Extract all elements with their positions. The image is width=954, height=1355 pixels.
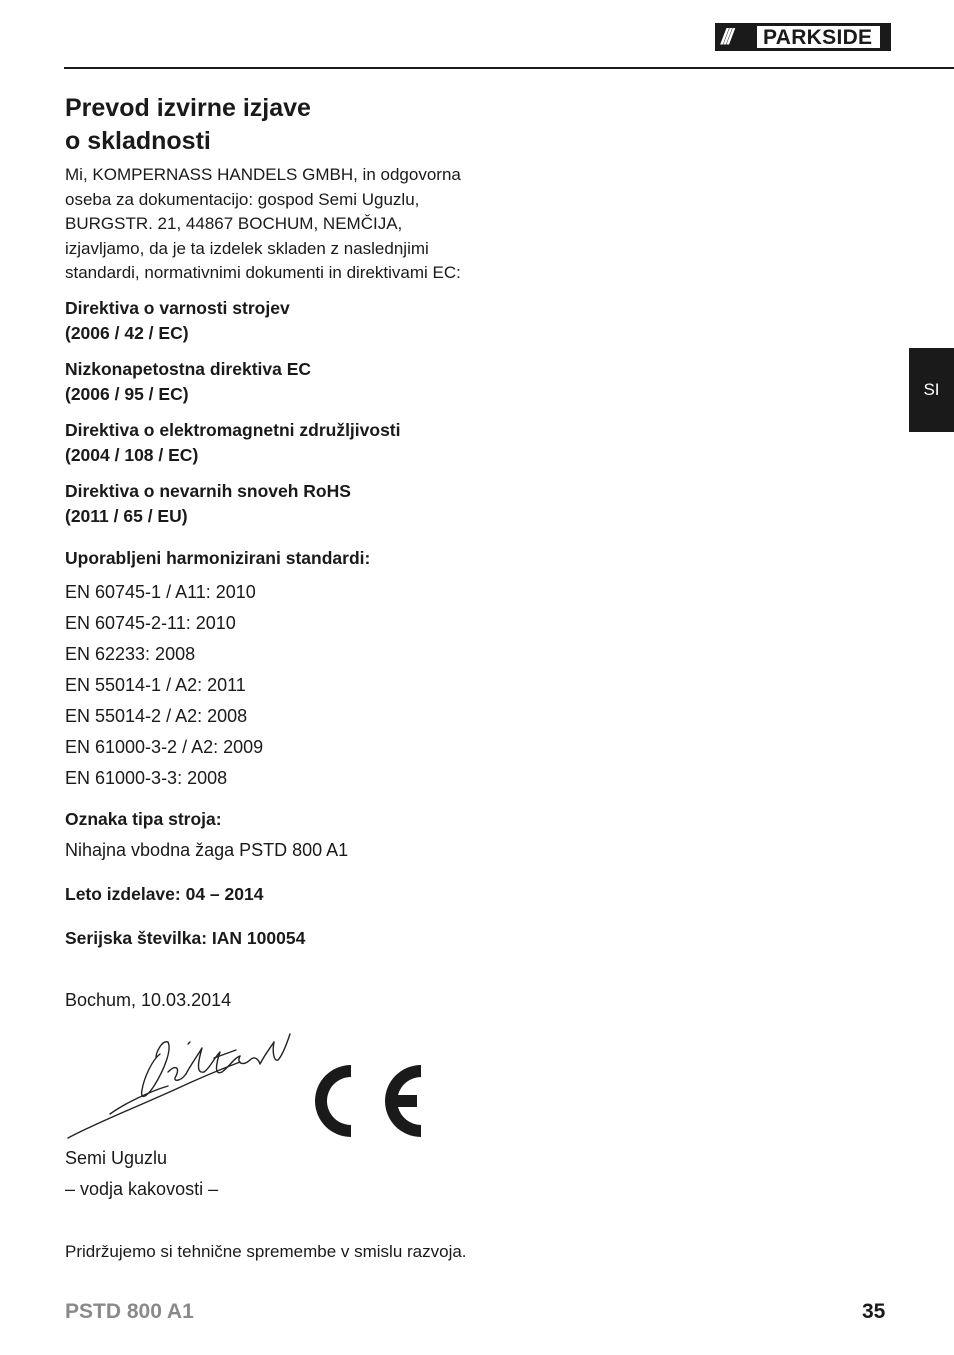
directive-name: Direktiva o nevarnih snoveh RoHS	[65, 480, 351, 501]
header-rule	[64, 67, 954, 69]
language-tab-label: SI	[923, 380, 940, 399]
standard-item: EN 60745-2-11: 2010	[65, 612, 236, 633]
parkside-logo	[715, 23, 891, 51]
title-line-2: o skladnosti	[65, 127, 211, 155]
directive-code: (2006 / 42 / EC)	[65, 322, 189, 343]
machine-type-heading: Oznaka tipa stroja:	[65, 808, 222, 829]
place-date: Bochum, 10.03.2014	[65, 989, 232, 1010]
serial-number: Serijska številka: IAN 100054	[65, 927, 306, 948]
standards-heading: Uporabljeni harmonizirani standardi:	[65, 547, 371, 568]
standard-item: EN 60745-1 / A11: 2010	[65, 581, 256, 602]
directive-name: Direktiva o varnosti strojev	[65, 297, 290, 318]
declaration-content	[65, 92, 485, 1013]
year-of-manufacture: Leto izdelave: 04 – 2014	[65, 883, 264, 904]
standard-item: EN 55014-1 / A2: 2011	[65, 674, 246, 695]
logo-slashes: ///	[721, 24, 731, 49]
standard-item: EN 61000-3-3: 2008	[65, 767, 228, 788]
standard-item: EN 62233: 2008	[65, 643, 196, 664]
standard-item: EN 61000-3-2 / A2: 2009	[65, 736, 264, 757]
directive-code: (2006 / 95 / EC)	[65, 383, 189, 404]
footer-model: PSTD 800 A1	[65, 1300, 194, 1323]
directive-item	[65, 357, 485, 407]
title-line-1: Prevod izvirne izjave	[65, 94, 311, 122]
intro-line: Mi, KOMPERNASS HANDELS GMBH, in odgovorna	[65, 165, 461, 184]
intro-line: izjavljamo, da je ta izdelek skladen z naslednjimi	[65, 238, 429, 258]
signature-image	[64, 1028, 299, 1146]
logo-wordmark	[757, 26, 880, 48]
directives-list	[65, 296, 485, 529]
signer-role: – vodja kakovosti –	[65, 1179, 219, 1199]
technical-changes-note: Pridržujemo si tehnične spremembe v smislu razvoja.	[65, 1242, 467, 1261]
language-tab	[909, 348, 954, 432]
intro-line: standardi, normativnimi dokumenti in direktivami EC:	[65, 263, 461, 283]
logo-text: PARKSIDE	[763, 26, 873, 49]
signer-name: Semi Uguzlu	[65, 1148, 168, 1168]
page-title	[65, 92, 485, 158]
standards-list	[65, 577, 485, 794]
directive-item	[65, 296, 485, 346]
intro-line: oseba za dokumentacijo: gospod Semi Uguzlu,	[65, 189, 420, 209]
page-number: 35	[862, 1300, 886, 1323]
directive-item	[65, 479, 485, 529]
intro-line: BURGSTR. 21, 44867 BOCHUM, NEMČIJA,	[65, 214, 403, 234]
directive-name: Nizkonapetostna direktiva EC	[65, 358, 312, 379]
intro-paragraph	[65, 163, 485, 286]
directive-name: Direktiva o elektromagnetni združljivosti	[65, 419, 401, 440]
machine-type-value: Nihajna vbodna žaga PSTD 800 A1	[65, 839, 349, 860]
logo-registered-mark: ®	[872, 35, 879, 44]
directive-item	[65, 418, 485, 468]
standard-item: EN 55014-2 / A2: 2008	[65, 705, 248, 726]
ce-mark-icon	[311, 1061, 423, 1141]
directive-code: (2004 / 108 / EC)	[65, 444, 199, 465]
directive-code: (2011 / 65 / EU)	[65, 505, 188, 526]
